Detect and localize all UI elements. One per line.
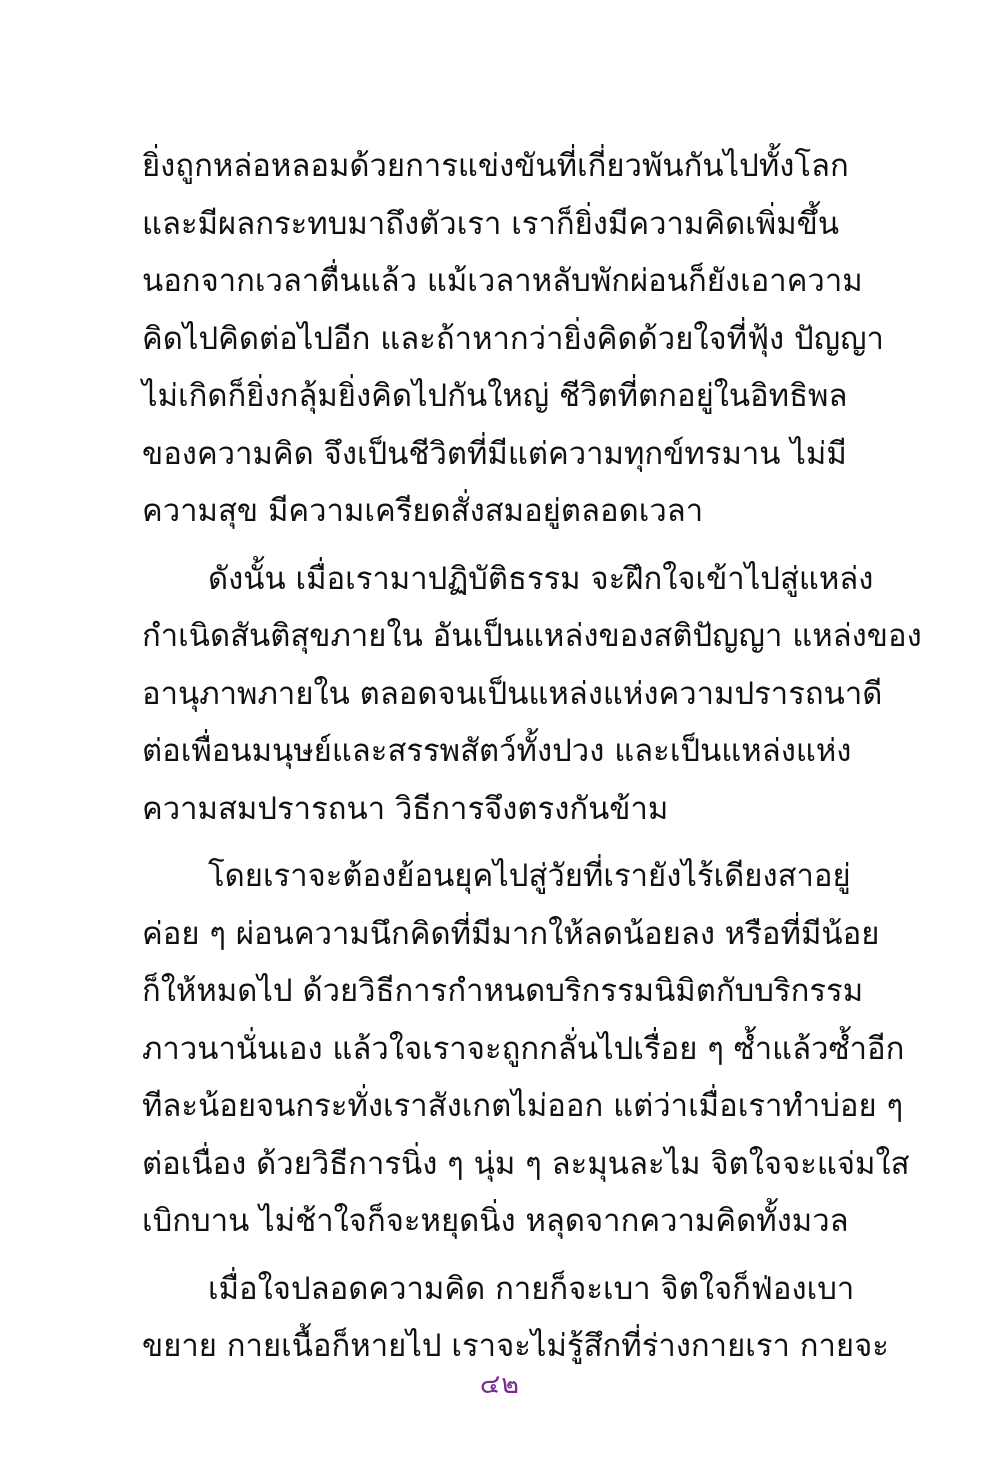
- text-line: ความสุข มีความเครียดสั่งสมอยู่ตลอดเวลา: [142, 493, 704, 529]
- text-line: คิดไปคิดต่อไปอีก และถ้าหากว่ายิ่งคิดด้วยใจที่ฟุ้ง ปัญญา: [142, 320, 884, 357]
- text-line: เบิกบาน ไม่ช้าใจก็จะหยุดนิ่ง หลุดจากความคิดทั้งมวล: [142, 1203, 849, 1239]
- text-line: และมีผลกระทบมาถึงตัวเรา เราก็ยิ่งมีความคิดเพิ่มขึ้น: [142, 205, 840, 242]
- text-line: ภาวนานั่นเอง แล้วใจเราจะถูกกลั่นไปเรื่อย ๆ ซ้ำแล้วซ้ำอีก: [142, 1030, 905, 1067]
- text-line: ยิ่งถูกหล่อหลอมด้วยการแข่งขันที่เกี่ยวพันกันไปทั้งโลก: [142, 148, 849, 184]
- text-line: โดยเราจะต้องย้อนยุคไปสู่วัยที่เรายังไร้เดียงสาอยู่: [208, 858, 851, 894]
- text-line: ต่อเพื่อนมนุษย์และสรรพสัตว์ทั้งปวง และเป็นแหล่งแห่ง: [142, 733, 852, 769]
- paragraph-3: [142, 848, 910, 1251]
- text-line: กำเนิดสันติสุขภายใน อันเป็นแหล่งของสติปัญญา แหล่งของ: [142, 618, 922, 654]
- text-line: ความสมปรารถนา วิธีการจึงตรงกันข้าม: [142, 790, 669, 827]
- text-line: ดังนั้น เมื่อเรามาปฏิบัติธรรม จะฝึกใจเข้าไปสู่แหล่ง: [208, 560, 874, 597]
- page-number: ๔๒: [479, 1369, 521, 1400]
- text-line: ไม่เกิดก็ยิ่งกลุ้มยิ่งคิดไปกันใหญ่ ชีวิตที่ตกอยู่ในอิทธิพล: [142, 378, 848, 414]
- text-line: นอกจากเวลาตื่นแล้ว แม้เวลาหลับพักผ่อนก็ยังเอาความ: [142, 263, 863, 299]
- text-line: เมื่อใจปลอดความคิด กายก็จะเบา จิตใจก็ฟ่องเบา: [208, 1270, 855, 1307]
- text-line: ของความคิด จึงเป็นชีวิตที่มีแต่ความทุกข์ทรมาน ไม่มี: [142, 435, 847, 472]
- paragraph-4: [142, 1261, 889, 1376]
- paragraph-1: [142, 138, 884, 541]
- text-line: ต่อเนื่อง ด้วยวิธีการนิ่ง ๆ นุ่ม ๆ ละมุนละไม จิตใจจะแจ่มใส: [142, 1145, 910, 1182]
- text-line: อานุภาพภายใน ตลอดจนเป็นแหล่งแห่งความปรารถนาดี: [142, 675, 883, 712]
- paragraph-2: [142, 551, 922, 839]
- text-line: ขยาย กายเนื้อก็หายไป เราจะไม่รู้สึกที่ร่างกายเรา กายจะ: [142, 1328, 889, 1364]
- body-text: [142, 138, 922, 1376]
- text-line: ทีละน้อยจนกระทั่งเราสังเกตไม่ออก แต่ว่าเมื่อเราทำบ่อย ๆ: [142, 1088, 904, 1124]
- text-line: ค่อย ๆ ผ่อนความนึกคิดที่มีมากให้ลดน้อยลง หรือที่มีน้อย: [142, 915, 880, 952]
- text-line: ก็ให้หมดไป ด้วยวิธีการกำหนดบริกรรมนิมิตกับบริกรรม: [142, 973, 864, 1009]
